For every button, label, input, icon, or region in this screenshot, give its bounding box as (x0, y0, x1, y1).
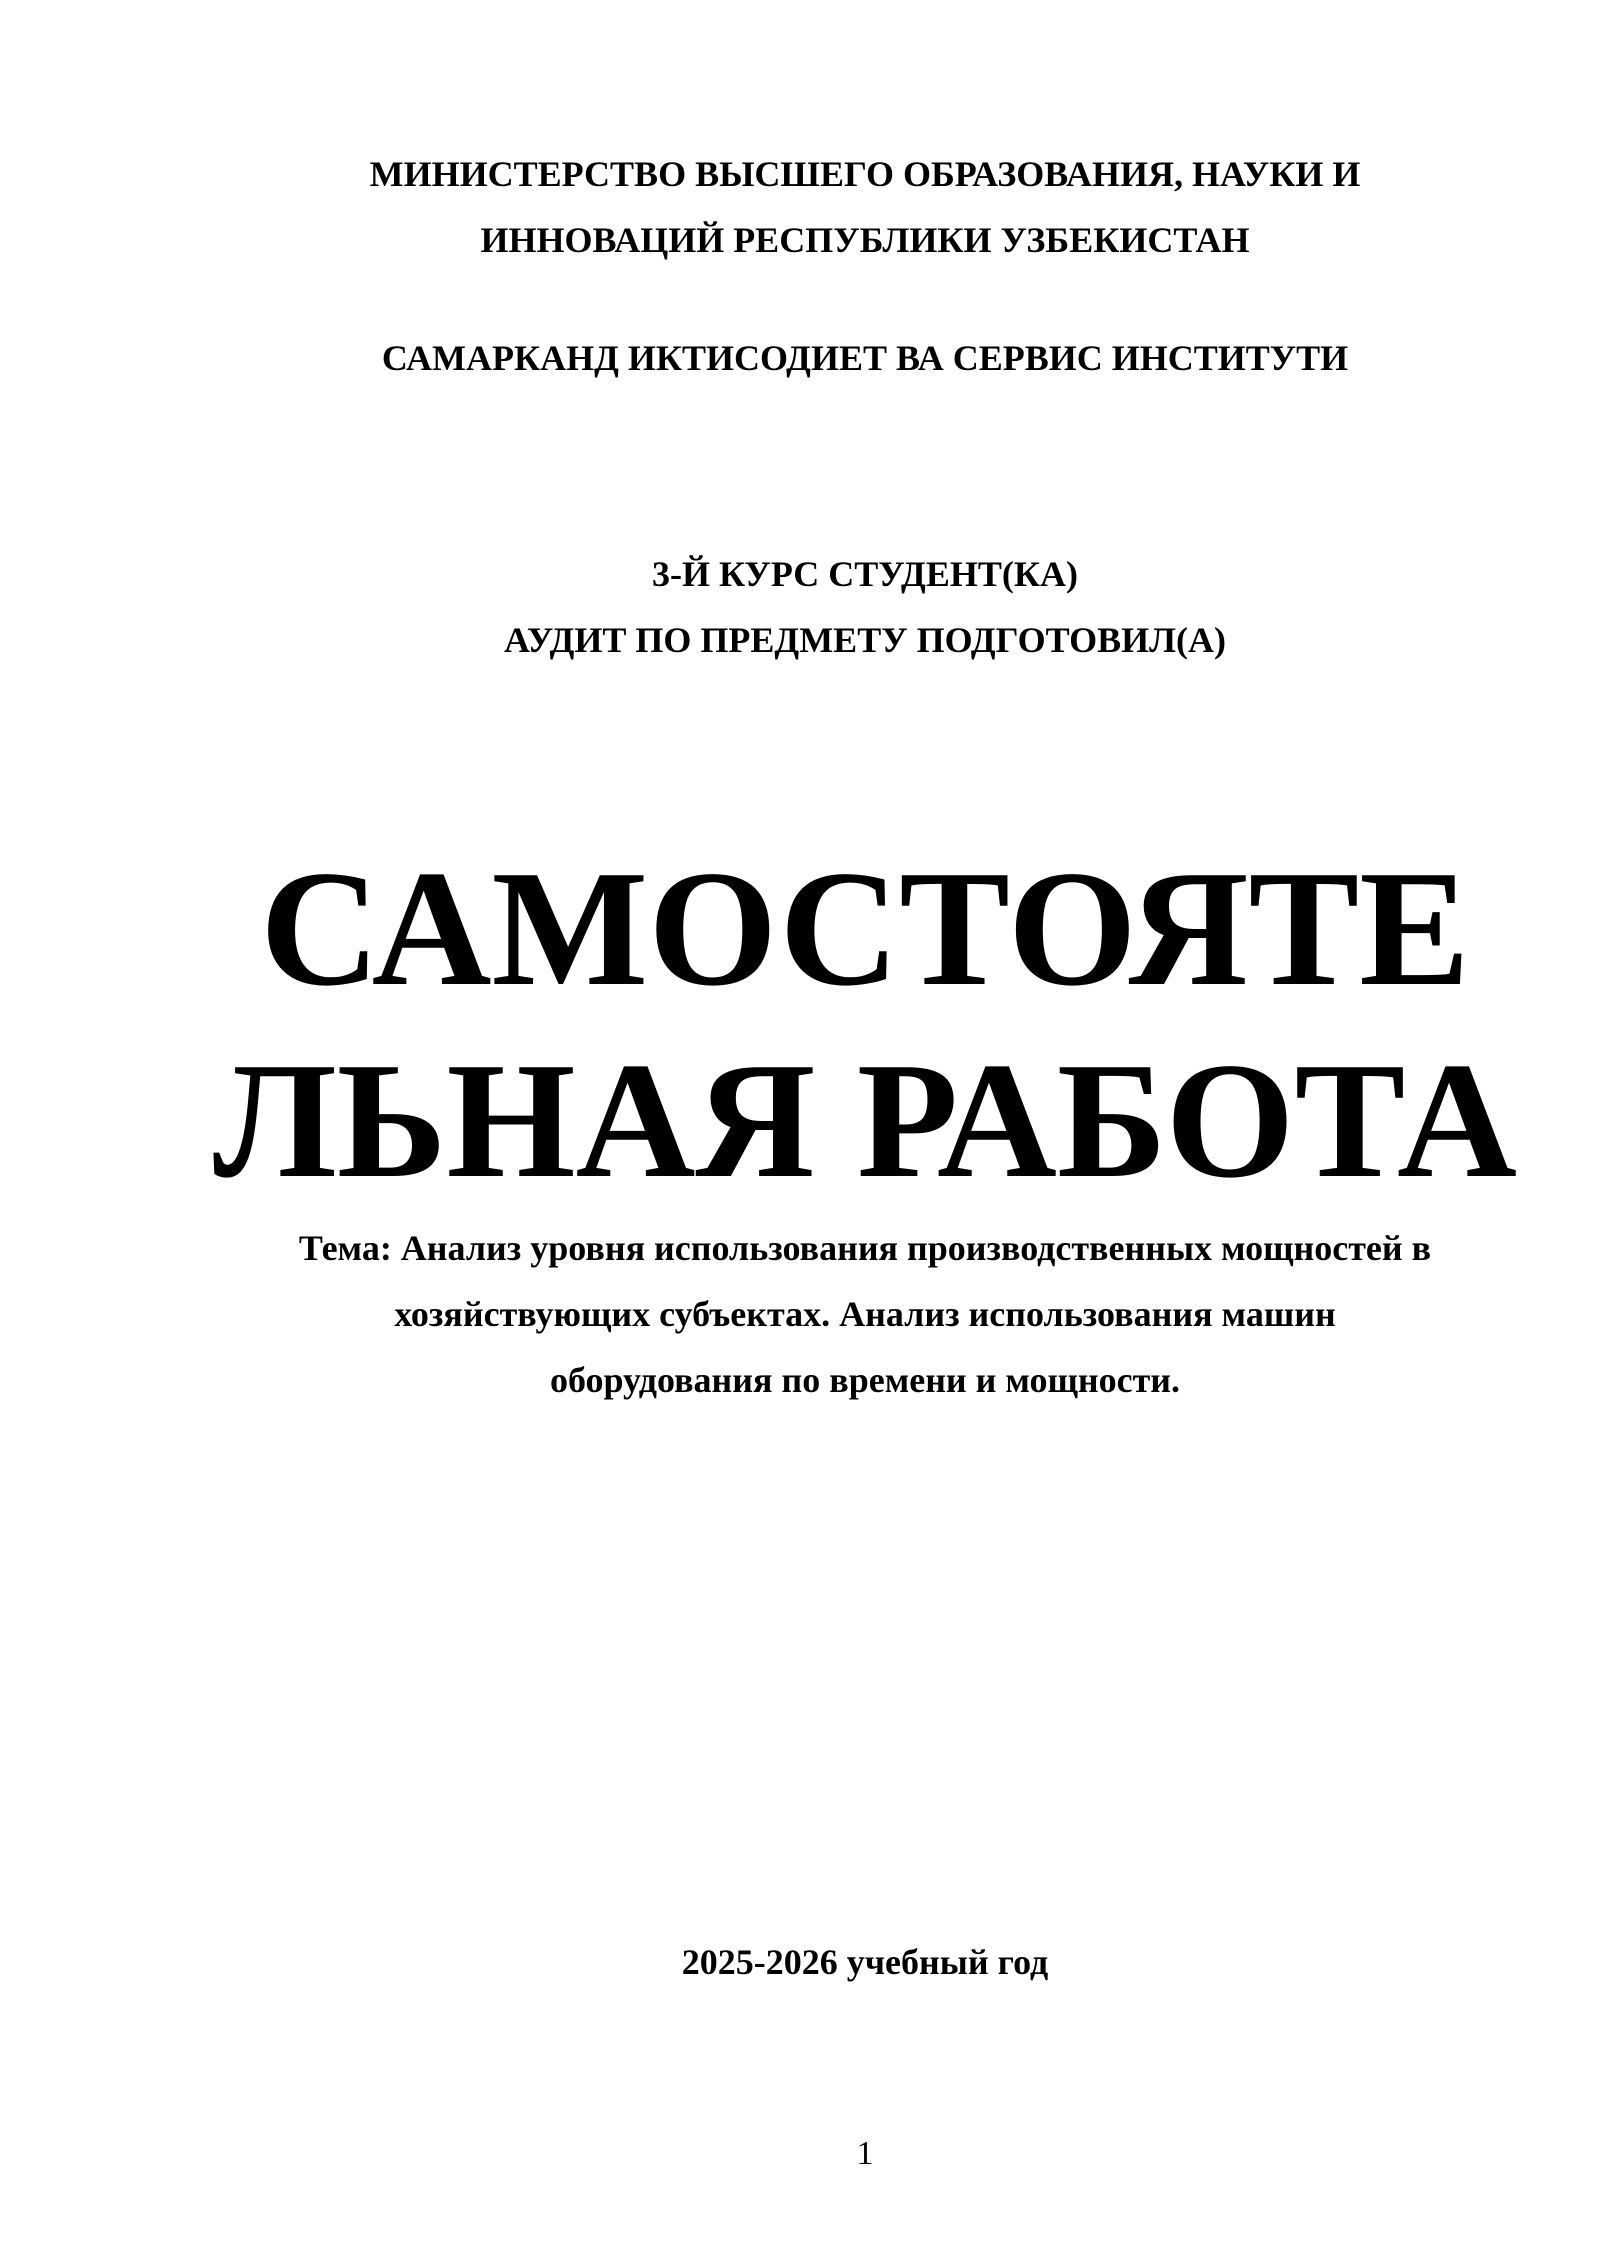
institute-name: САМАРКАНД ИКТИСОДИЕТ ВА СЕРВИС ИНСТИТУТИ (381, 338, 1349, 378)
topic-line1: Тема: Анализ уровня использования производственных мощностей в (298, 1228, 1432, 1268)
ministry-name-line2: ИННОВАЦИЙ РЕСПУБЛИКИ УЗБЕКИСТАН (480, 220, 1250, 260)
document-title-line2: ЛЬНАЯ РАБОТА (213, 1028, 1517, 1212)
page-number: 1 (856, 2135, 874, 2172)
topic-line3: оборудования по времени и мощности. (549, 1360, 1181, 1400)
topic-line2: хозяйствующих субъектах. Анализ использования машин (394, 1294, 1336, 1334)
document-title-line1: САМОСТОЯТЕ (260, 836, 1470, 1020)
ministry-name-line1: МИНИСТЕРСТВО ВЫСШЕГО ОБРАЗОВАНИЯ, НАУКИ И (369, 154, 1361, 194)
audit-subject-label: АУДИТ ПО ПРЕДМЕТУ ПОДГОТОВИЛ(А) (504, 620, 1226, 660)
academic-year: 2025-2026 учебный год (681, 1942, 1049, 1982)
course-label: 3-Й КУРС СТУДЕНТ(КА) (652, 554, 1078, 594)
